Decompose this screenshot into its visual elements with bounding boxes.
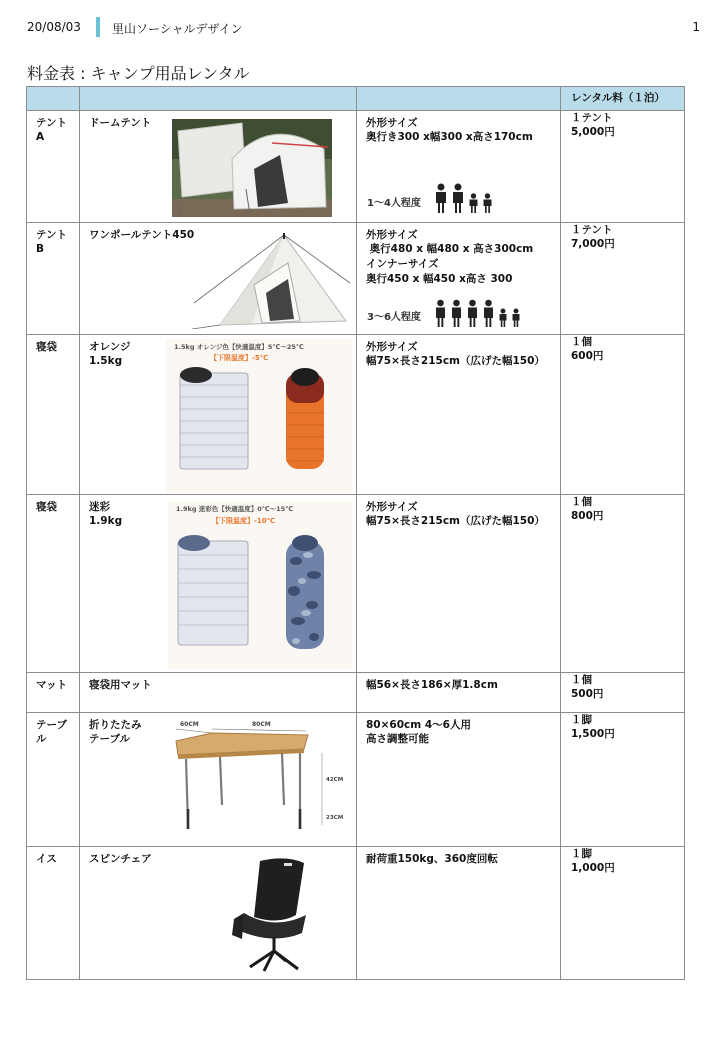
adult-silhouette-icon	[434, 183, 448, 213]
adult-silhouette-icon	[451, 183, 465, 213]
price-amount: 1,000円	[571, 862, 615, 875]
spec-cell	[357, 712, 561, 846]
item-name: 迷彩 1.9kg	[89, 500, 123, 528]
category-label: 寝袋	[36, 340, 57, 353]
price-amount: 7,000円	[571, 238, 615, 251]
adult-silhouette-icon	[434, 299, 447, 327]
price-unit: １脚	[571, 713, 592, 726]
category-label: テント A	[36, 116, 67, 144]
spec-line: 幅56×長さ186×厚1.8cm	[366, 678, 498, 691]
spec-line: 外形サイズ	[366, 116, 418, 129]
capacity-label: 1〜4人程度	[367, 197, 421, 209]
category-label: イス	[36, 852, 57, 865]
category-cell	[27, 712, 80, 846]
dimension-label: 60CM	[180, 720, 199, 728]
price-amount: 600円	[571, 350, 604, 363]
price-cell	[561, 110, 685, 222]
category-label: マット	[36, 678, 68, 691]
spec-line: 奥行450 x 幅450 x高さ 300	[366, 272, 513, 285]
table-row	[27, 222, 685, 334]
category-label: テント B	[36, 228, 67, 256]
one-pole-tent-photo	[192, 233, 352, 329]
column-header	[357, 87, 561, 111]
spec-cell	[357, 494, 561, 672]
price-unit: １個	[571, 335, 592, 348]
price-unit: １テント	[571, 223, 613, 236]
price-cell	[561, 712, 685, 846]
image-caption: 1.9kg 迷彩色【快適温度】0℃〜15℃	[176, 504, 294, 513]
category-cell	[27, 334, 80, 494]
capacity-illustration	[367, 183, 493, 213]
price-cell	[561, 846, 685, 979]
capacity-label: 3〜6人程度	[367, 311, 421, 323]
item-name: 寝袋用マット	[89, 678, 152, 691]
price-table	[26, 86, 685, 980]
price-amount: 800円	[571, 510, 604, 523]
spin-chair-photo	[230, 855, 320, 975]
spec-line: インナーサイズ	[366, 258, 439, 271]
price-amount: 1,500円	[571, 728, 615, 741]
spec-line: 奥行480 x 幅480 x 高さ300cm	[366, 243, 534, 256]
item-cell	[80, 846, 357, 979]
item-cell	[80, 672, 357, 712]
image-caption-accent: 【下限温度】-5℃	[210, 353, 269, 362]
price-cell	[561, 672, 685, 712]
item-cell	[80, 110, 357, 222]
item-name: オレンジ 1.5kg	[89, 340, 131, 368]
dimension-label: 42CM	[326, 776, 344, 783]
spec-line: 外形サイズ	[366, 500, 418, 513]
table-row	[27, 846, 685, 979]
page-header	[0, 0, 720, 44]
price-unit: １テント	[571, 111, 613, 124]
header-organization: 里山ソーシャルデザイン	[112, 22, 243, 36]
category-cell	[27, 222, 80, 334]
item-name: スピンチェア	[89, 852, 152, 865]
page-title: 料金表 : キャンプ用品レンタル	[27, 64, 250, 83]
spec-line: 外形サイズ	[366, 228, 418, 241]
capacity-illustration	[367, 299, 521, 327]
price-amount: 5,000円	[571, 126, 615, 139]
category-cell	[27, 494, 80, 672]
table-row	[27, 110, 685, 222]
spec-cell	[357, 846, 561, 979]
dimension-label: 80CM	[252, 720, 271, 728]
dimension-label: 23CM	[326, 814, 344, 821]
orange-sleeping-bag-photo	[166, 339, 352, 493]
table-row	[27, 672, 685, 712]
spec-line: 耐荷重150kg、360度回転	[366, 852, 498, 865]
table-row	[27, 334, 685, 494]
price-cell	[561, 334, 685, 494]
image-caption: 1.5kg オレンジ色【快適温度】5℃〜25℃	[174, 342, 304, 351]
column-header	[27, 87, 80, 111]
spec-line: 80×60cm 4〜6人用	[366, 718, 471, 731]
child-silhouette-icon	[482, 193, 493, 213]
folding-table-photo	[172, 717, 352, 841]
category-label: テーブ ル	[36, 718, 67, 746]
page-number: 1	[692, 20, 700, 34]
spec-cell	[357, 334, 561, 494]
item-cell	[80, 222, 357, 334]
spec-line: 高さ調整可能	[366, 733, 429, 746]
category-cell	[27, 846, 80, 979]
header-accent-bar	[96, 17, 100, 37]
item-cell	[80, 334, 357, 494]
spec-line: 外形サイズ	[366, 340, 418, 353]
table-row	[27, 712, 685, 846]
item-name: ワンポールテント450	[89, 228, 195, 241]
camo-sleeping-bag-photo	[168, 501, 352, 669]
spec-cell	[357, 672, 561, 712]
column-header	[80, 87, 357, 111]
spec-line: 奥行き300 x幅300 x高さ170cm	[366, 131, 533, 144]
header-date: 20/08/03	[27, 20, 81, 34]
adult-silhouette-icon	[450, 299, 463, 327]
child-silhouette-icon	[511, 308, 521, 327]
item-cell	[80, 494, 357, 672]
price-unit: １個	[571, 495, 592, 508]
item-name: ドームテント	[89, 116, 152, 129]
table-row	[27, 494, 685, 672]
spec-line: 幅75×長さ215cm（広げた幅150）	[366, 355, 545, 368]
adult-silhouette-icon	[482, 299, 495, 327]
child-silhouette-icon	[498, 308, 508, 327]
child-silhouette-icon	[468, 193, 479, 213]
price-amount: 500円	[571, 688, 604, 701]
category-cell	[27, 110, 80, 222]
spec-cell	[357, 222, 561, 334]
table-header-row	[27, 87, 685, 111]
image-caption-accent: 【下限温度】-10℃	[212, 516, 276, 525]
category-label: 寝袋	[36, 500, 57, 513]
category-cell	[27, 672, 80, 712]
item-cell	[80, 712, 357, 846]
item-name: 折りたたみ テーブル	[89, 718, 142, 746]
spec-cell	[357, 110, 561, 222]
price-cell	[561, 494, 685, 672]
price-unit: １個	[571, 673, 592, 686]
price-cell	[561, 222, 685, 334]
column-header-price: レンタル料（１泊）	[561, 87, 685, 111]
dome-tent-photo	[172, 119, 332, 217]
adult-silhouette-icon	[466, 299, 479, 327]
spec-line: 幅75×長さ215cm（広げた幅150）	[366, 515, 545, 528]
price-unit: １脚	[571, 847, 592, 860]
